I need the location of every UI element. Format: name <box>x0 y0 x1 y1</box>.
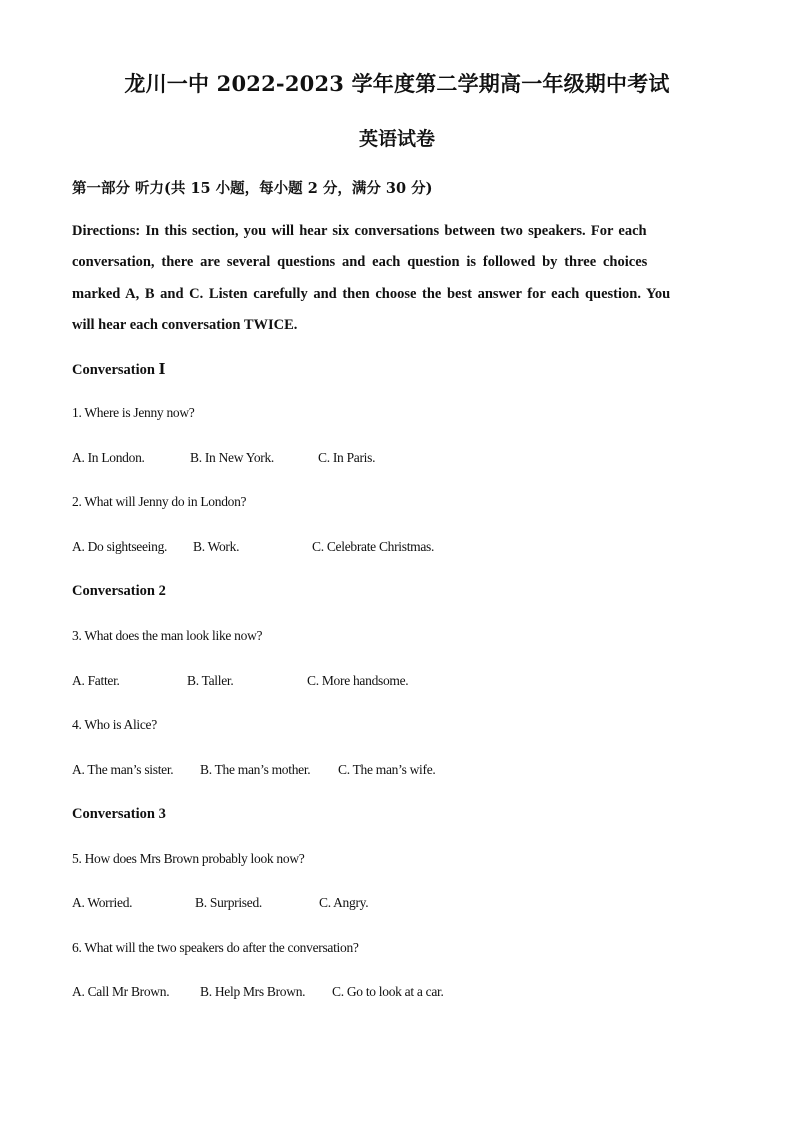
page-title: 龙川一中 2022-2023 学年度第二学期高一年级期中考试 <box>124 71 670 96</box>
directions-line: Directions: In this section, you will hear six conversations between two speakers. For each <box>72 223 647 239</box>
page-subtitle: 英语试卷 <box>358 128 435 150</box>
option-a: A. Do sightseeing. <box>72 539 168 554</box>
option-c: C. Celebrate Christmas. <box>312 539 435 554</box>
option-row <box>72 673 712 693</box>
option-row <box>72 762 712 782</box>
conversation-heading: Conversation 2 <box>72 583 166 599</box>
option-a: A. Call Mr Brown. <box>72 984 170 999</box>
option-row <box>72 895 712 915</box>
option-c: C. Go to look at a car. <box>332 984 444 999</box>
option-c: C. Angry. <box>319 895 369 910</box>
option-c: C. More handsome. <box>307 673 409 688</box>
directions-line: marked A, B and C. Listen carefully and then choose the best answer for each question. You <box>72 285 671 302</box>
option-a: A. Worried. <box>72 895 133 910</box>
option-row <box>72 539 712 559</box>
directions-line: conversation, there are several questions and each question is followed by three choices <box>72 254 648 271</box>
option-c: C. The man’s wife. <box>338 762 436 777</box>
option-row <box>72 450 712 470</box>
option-b: B. Taller. <box>187 673 234 688</box>
conversation-heading: Conversation 3 <box>72 806 166 822</box>
option-b: B. The man’s mother. <box>200 762 311 777</box>
option-b: B. Work. <box>193 539 240 554</box>
question-text: 3. What does the man look like now? <box>72 628 263 643</box>
option-a: A. The man’s sister. <box>72 762 174 777</box>
option-row <box>72 984 712 1004</box>
question-text: 5. How does Mrs Brown probably look now? <box>72 851 305 866</box>
conversation-heading: Conversation Ⅰ <box>72 362 166 378</box>
question-text: 1. Where is Jenny now? <box>72 405 195 420</box>
option-c: C. In Paris. <box>318 450 376 465</box>
option-a: A. In London. <box>72 450 145 465</box>
directions-paragraph <box>72 220 712 345</box>
option-a: A. Fatter. <box>72 673 120 688</box>
directions-line: will hear each conversation TWICE. <box>72 316 298 333</box>
question-text: 2. What will Jenny do in London? <box>72 494 247 509</box>
question-text: 6. What will the two speakers do after the conversation? <box>72 940 359 955</box>
question-text: 4. Who is Alice? <box>72 717 157 732</box>
section-heading: 第一部分 听力(共 15 小题，每小题 2 分，满分 30 分) <box>72 180 433 197</box>
option-b: B. Surprised. <box>195 895 262 910</box>
option-b: B. In New York. <box>190 450 275 465</box>
option-b: B. Help Mrs Brown. <box>200 984 306 999</box>
